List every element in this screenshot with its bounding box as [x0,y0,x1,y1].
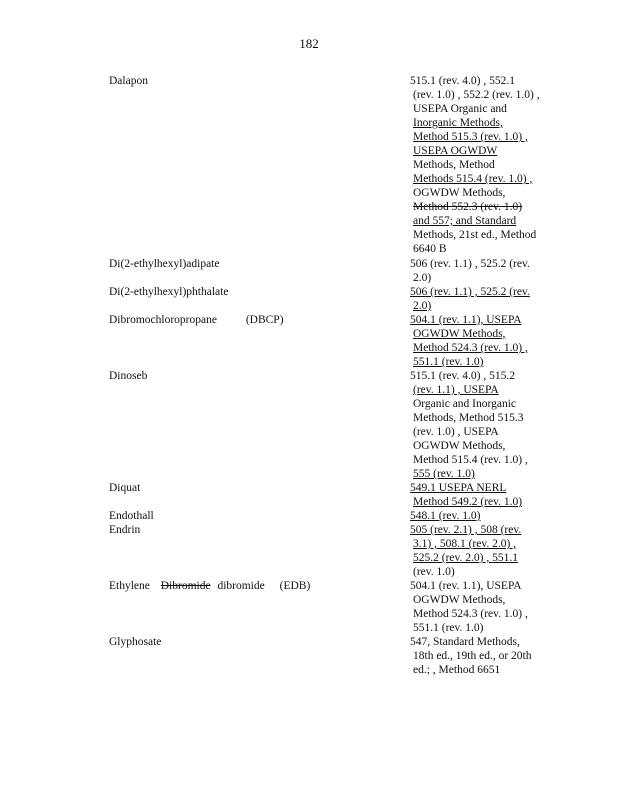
method-line: USEPA Organic and [413,103,507,115]
contaminant-name-text: Endrin [109,524,141,536]
method-line-inserted: USEPA OGWDW [413,145,498,157]
method-line-inserted: Inorganic Methods, [413,117,503,129]
method-line-inserted: 551.1 (rev. 1.0) [413,356,484,368]
contaminant-name-text: Glyphosate [109,636,162,648]
method-line-deleted: Method 552.3 (rev. 1.0) [413,201,523,213]
page-number: 182 [299,36,319,51]
contaminant-name-text: Diquat [109,482,141,494]
method-line: 515.1 (rev. 4.0) , 552.1 [410,75,515,87]
contaminant-abbreviation: (EDB) [279,580,311,592]
method-line: 506 (rev. 1.1) , 525.2 (rev. [410,258,530,270]
method-line: 18th ed., 19th ed., or 20th [413,650,532,662]
method-line-inserted: Method 524.3 (rev. 1.0) , [413,342,528,354]
method-line: (rev. 1.0) , USEPA [413,426,499,438]
method-line: ed.; , Method 6651 [413,664,501,676]
contaminant-name-text: Ethylene [109,580,150,592]
contaminant-name [109,523,140,537]
contaminant-name [109,313,284,327]
method-list [410,257,545,285]
method-line: 551.1 (rev. 1.0) [413,622,484,634]
contaminant-name [109,579,310,593]
method-line: Methods, Method 515.3 [413,412,524,424]
method-line: (rev. 1.0) , 552.2 (rev. 1.0) , [413,89,540,101]
contaminant-name [109,635,161,649]
method-list [410,313,545,369]
method-line: Methods, Method [413,159,495,171]
method-line-inserted: 549.1 USEPA NERL [410,482,507,494]
contaminant-name-text: Dibromochloropropane [109,314,217,326]
method-line-inserted: 505 (rev. 2.1) , 508 (rev. [410,524,522,536]
contaminant-name [109,509,154,523]
method-line: Organic and Inorganic [413,398,517,410]
contaminant-name-text: Endothall [109,510,154,522]
contaminant-name [109,369,147,383]
method-list [410,523,545,579]
contaminant-name-text: Di(2-ethylhexyl)adipate [109,258,220,270]
method-line-inserted: (rev. 1.1) , USEPA [413,384,499,396]
method-list [410,369,545,481]
method-line-inserted: 555 (rev. 1.0) [413,468,475,480]
method-line: OGWDW Methods, [413,440,506,452]
contaminant-name [109,285,228,299]
method-line: OGWDW Methods, [413,187,506,199]
method-line-inserted: 506 (rev. 1.1) , 525.2 (rev. [410,286,530,298]
method-line: OGWDW Methods, [413,594,506,606]
method-list [410,481,545,509]
method-line: 547, Standard Methods, [410,636,520,648]
method-line-inserted: 2.0) [413,300,432,312]
contaminant-name [109,257,220,271]
contaminant-abbreviation: (DBCP) [245,314,284,326]
method-line: (rev. 1.0) [413,566,455,578]
method-list [410,285,545,313]
method-line: 2.0) [413,272,432,284]
method-line-inserted: Methods 515.4 (rev. 1.0) , [413,173,533,185]
method-line: Method 524.3 (rev. 1.0) , [413,608,528,620]
method-line-inserted: 504.1 (rev. 1.1), USEPA [410,314,522,326]
contaminant-name [109,74,148,88]
method-line-inserted: 548.1 (rev. 1.0) [410,510,481,522]
method-line-inserted: 525.2 (rev. 2.0) , 551.1 [413,552,518,564]
contaminant-name-text: Dalapon [109,75,148,87]
inserted-word: dibromide [217,580,265,592]
method-line: 504.1 (rev. 1.1), USEPA [410,580,522,592]
deleted-word: Dibromide [160,580,211,592]
method-line-inserted: Method 549.2 (rev. 1.0) [413,496,523,508]
method-list [410,579,545,635]
method-line: Methods, 21st ed., Method [413,229,537,241]
method-line-inserted: Method 515.3 (rev. 1.0) , [413,131,528,143]
method-line: 515.1 (rev. 4.0) , 515.2 [410,370,515,382]
method-line: 6640 B [413,243,447,255]
method-list [410,74,545,256]
method-list [410,509,545,523]
method-line-inserted: OGWDW Methods, [413,328,506,340]
method-line-inserted: and 557; and Standard [413,215,517,227]
method-list [410,635,545,677]
contaminant-name-text: Di(2-ethylhexyl)phthalate [109,286,229,298]
contaminant-name-text: Dinoseb [109,370,148,382]
method-line-inserted: 3.1) , 508.1 (rev. 2.0) , [413,538,517,550]
contaminant-name [109,481,140,495]
method-line: Method 515.4 (rev. 1.0) , [413,454,528,466]
